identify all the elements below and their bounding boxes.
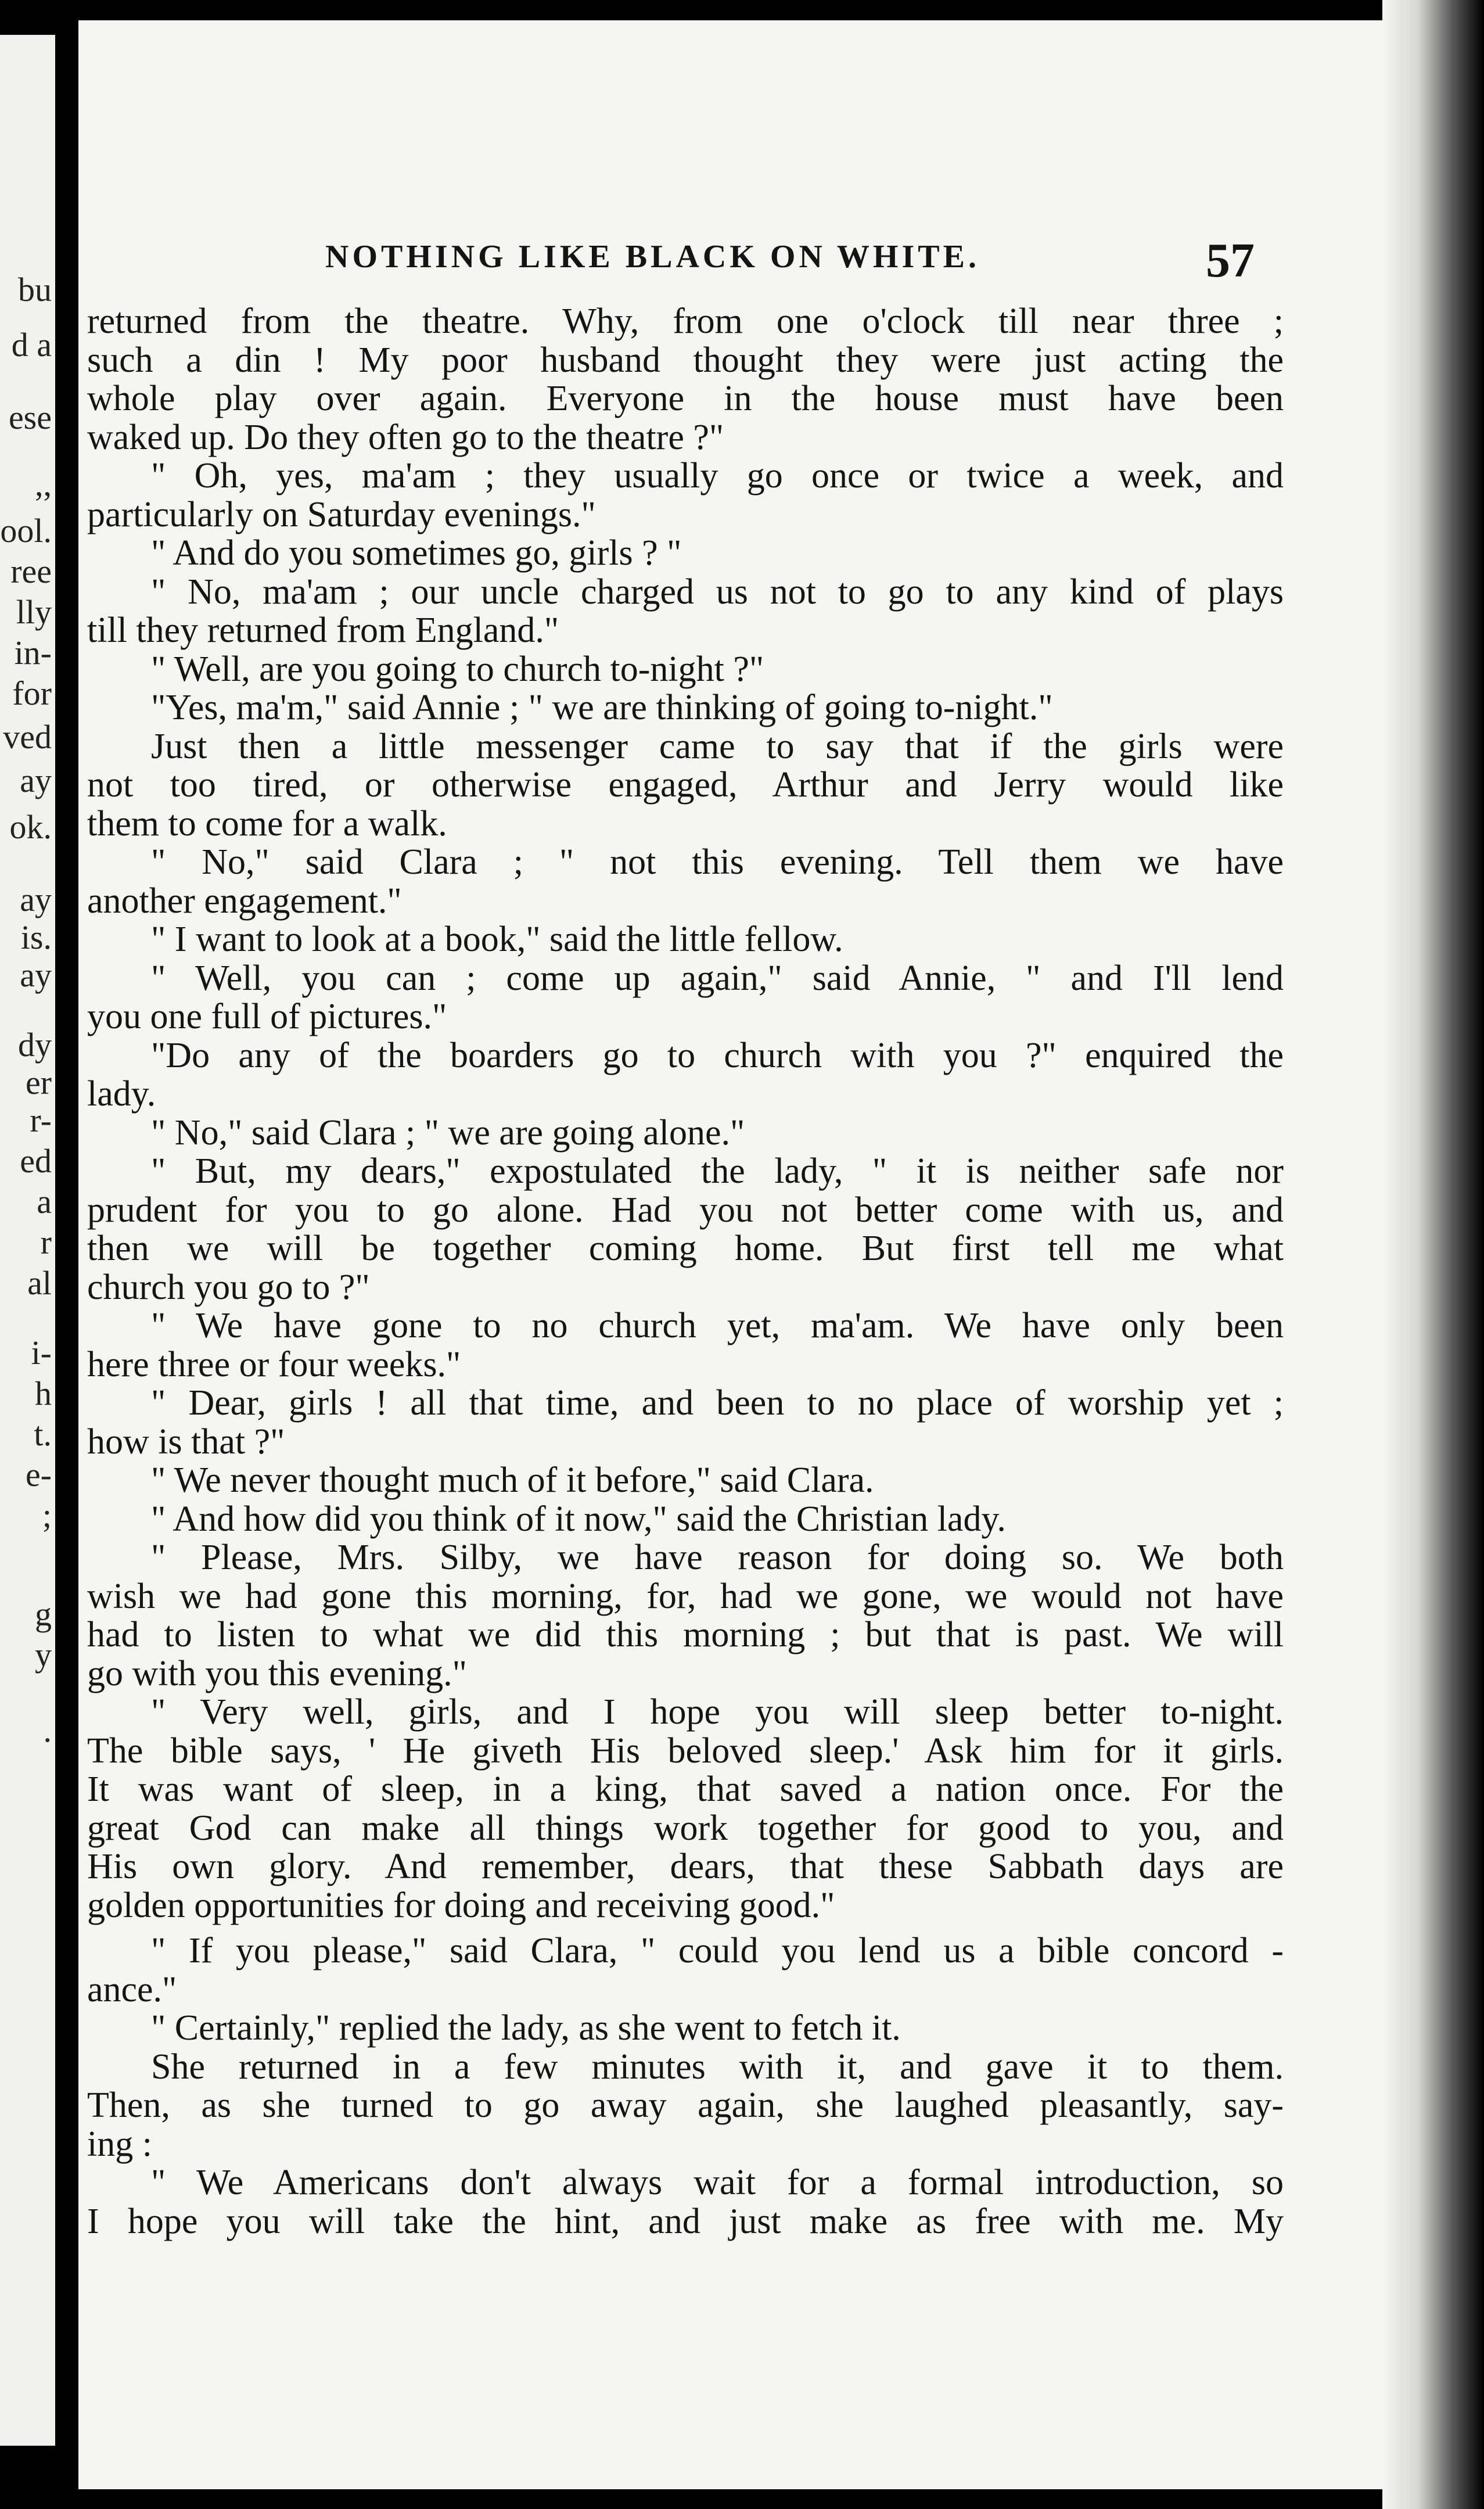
previous-page-fragment: in- xyxy=(14,634,52,672)
previous-page-fragment: al xyxy=(27,1264,52,1302)
previous-page-fragment: ese xyxy=(8,399,52,436)
text-line: " Very well, girls, and I hope you will sleep better to-night. xyxy=(151,1692,1284,1732)
text-line: wish we had gone this morning, for, had we gone, we would not have xyxy=(87,1576,1284,1616)
text-line: lady. xyxy=(87,1074,156,1114)
text-line: such a din ! My poor husband thought they were just acting the xyxy=(87,340,1284,380)
text-line: not too tired, or otherwise engaged, Arthur and Jerry would like xyxy=(87,765,1284,805)
text-line: " No," said Clara ; " we are going alone." xyxy=(151,1112,745,1153)
text-line: them to come for a walk. xyxy=(87,803,447,843)
running-head: NOTHING LIKE BLACK ON WHITE. xyxy=(325,239,980,275)
previous-page-fragment: h xyxy=(35,1374,52,1412)
previous-page-fragment: ay xyxy=(20,762,52,799)
previous-page-fragment: ; xyxy=(42,1496,52,1534)
text-line: I hope you will take the hint, and just make as free with me. My xyxy=(87,2201,1284,2241)
text-line: till they returned from England." xyxy=(87,611,559,650)
previous-page-fragment: is. xyxy=(20,918,52,956)
text-line: prudent for you to go alone. Had you not better come with us, and xyxy=(87,1190,1284,1230)
text-line: She returned in a few minutes with it, and gave it to them. xyxy=(151,2047,1284,2087)
text-line: " Certainly," replied the lady, as she went to fetch it. xyxy=(151,2008,901,2048)
text-line: His own glory. And remember, dears, that these Sabbath days are xyxy=(87,1847,1284,1886)
text-line: another engagement." xyxy=(87,881,402,921)
text-line: " Well, you can ; come up again," said Annie, " and I'll lend xyxy=(151,958,1284,998)
text-line: The bible says, ' He giveth His beloved sleep.' Ask him for it girls. xyxy=(87,1731,1284,1771)
text-line: " We never thought much of it before," said Clara. xyxy=(151,1460,874,1500)
previous-page-fragment: d a xyxy=(11,326,52,364)
text-line: go with you this evening." xyxy=(87,1653,467,1693)
page-edge-shadow xyxy=(1382,0,1484,2509)
text-line: whole play over again. Everyone in the house must have been xyxy=(87,379,1284,418)
previous-page-fragment: r xyxy=(40,1223,52,1261)
text-line: It was want of sleep, in a king, that saved a nation once. For the xyxy=(87,1769,1284,1809)
previous-page-fragment: for xyxy=(12,674,52,712)
text-line: " Oh, yes, ma'am ; they usually go once or twice a week, and xyxy=(151,456,1284,496)
page-number: 57 xyxy=(1206,234,1255,288)
text-line: had to listen to what we did this morning ; but that is past. We will xyxy=(87,1615,1284,1654)
previous-page-fragment: t. xyxy=(34,1415,52,1453)
previous-page-fragment: . xyxy=(43,1711,52,1749)
text-line: ing : xyxy=(87,2124,152,2164)
previous-page-fragment: ay xyxy=(20,956,52,994)
previous-page-fragment: ,, xyxy=(35,465,52,503)
text-line: " And do you sometimes go, girls ? " xyxy=(151,533,682,573)
previous-page-fragment: lly xyxy=(16,593,52,631)
previous-page-fragment: a xyxy=(37,1183,52,1221)
previous-page-fragment: i- xyxy=(31,1334,52,1372)
previous-page-fragment: ool. xyxy=(0,512,52,550)
text-line: " We have gone to no church yet, ma'am. We have only been xyxy=(151,1306,1284,1345)
text-line: " But, my dears," expostulated the lady, " it is neither safe nor xyxy=(151,1151,1284,1191)
previous-page-fragment: ed xyxy=(20,1142,52,1180)
text-line: waked up. Do they often go to the theatre ?" xyxy=(87,417,724,457)
previous-page-fragment: y xyxy=(35,1636,52,1674)
text-line: particularly on Saturday evenings." xyxy=(87,494,596,534)
text-line: " I want to look at a book," said the little fellow. xyxy=(151,920,843,959)
text-line: " Well, are you going to church to-night ?" xyxy=(151,649,764,689)
text-line: " If you please," said Clara, " could you lend us a bible concord - xyxy=(151,1931,1284,1970)
text-line: " We Americans don't always wait for a formal introduction, so xyxy=(151,2163,1284,2202)
text-line: church you go to ?" xyxy=(87,1267,370,1307)
text-line: " Please, Mrs. Silby, we have reason for doing so. We both xyxy=(151,1538,1284,1577)
text-line: Then, as she turned to go away again, she laughed pleasantly, say- xyxy=(87,2086,1284,2125)
previous-page-fragment: ay xyxy=(20,881,52,918)
previous-page-fragment: ree xyxy=(10,552,52,590)
text-line: " And how did you think of it now," said the Christian lady. xyxy=(151,1499,1006,1539)
previous-page-edge xyxy=(0,35,55,2446)
previous-page-fragment: e- xyxy=(25,1456,52,1494)
text-line: " No, ma'am ; our uncle charged us not to go to any kind of plays xyxy=(151,572,1284,612)
text-line: great God can make all things work together for good to you, and xyxy=(87,1808,1284,1848)
page-header xyxy=(244,232,1255,290)
text-line: returned from the theatre. Why, from one o'clock till near three ; xyxy=(87,301,1284,341)
body-text xyxy=(87,302,1284,2241)
previous-page-fragment: er xyxy=(25,1064,52,1101)
text-line: then we will be together coming home. But first tell me what xyxy=(87,1229,1284,1268)
previous-page-fragment: ok. xyxy=(9,808,52,846)
text-line: "Do any of the boarders go to church with you ?" enquired the xyxy=(151,1035,1284,1075)
previous-page-fragment: bu xyxy=(18,271,52,308)
text-line: Just then a little messenger came to say that if the girls were xyxy=(151,726,1284,766)
previous-page-fragment: r- xyxy=(30,1101,52,1139)
text-line: golden opportunities for doing and receiving good." xyxy=(87,1885,835,1925)
text-line: ance." xyxy=(87,1969,177,2009)
previous-page-fragment: dy xyxy=(18,1026,52,1064)
text-line: "Yes, ma'm," said Annie ; " we are thinking of going to-night." xyxy=(151,688,1053,727)
text-line: here three or four weeks." xyxy=(87,1344,461,1384)
previous-page-fragment: ved xyxy=(3,718,52,756)
text-line: " No," said Clara ; " not this evening. Tell them we have xyxy=(151,842,1284,882)
text-line: you one full of pictures." xyxy=(87,997,447,1036)
text-line: how is that ?" xyxy=(87,1422,285,1462)
previous-page-fragment: g xyxy=(35,1595,52,1633)
text-line: " Dear, girls ! all that time, and been to no place of worship yet ; xyxy=(151,1383,1284,1423)
